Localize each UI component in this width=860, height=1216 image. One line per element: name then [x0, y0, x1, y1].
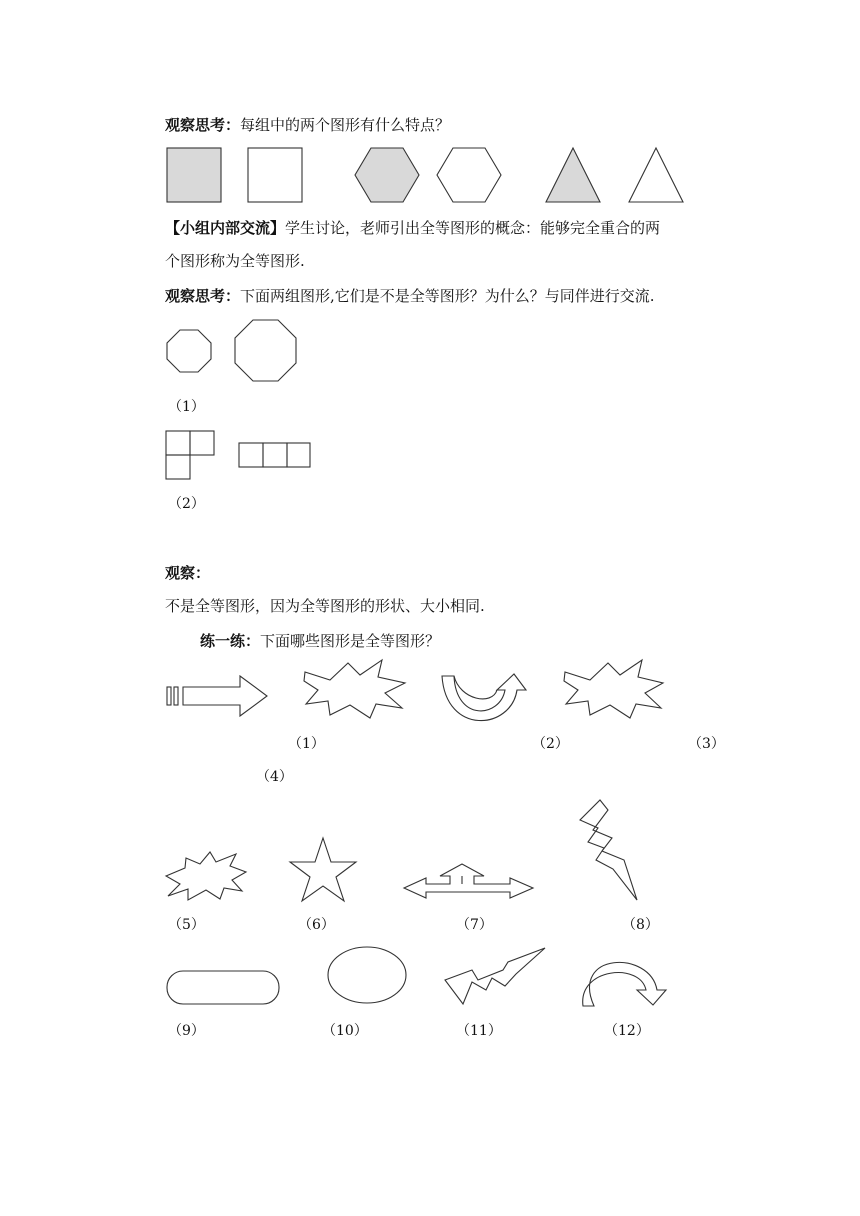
curved-arrow-icon	[583, 962, 666, 1006]
practice-label-8: （8）	[622, 917, 659, 933]
row-squares	[239, 443, 310, 467]
practice-label-10: （10）	[322, 1023, 368, 1039]
star-icon	[290, 838, 356, 901]
explosion-shape-3	[166, 852, 246, 900]
triangle-shaded	[546, 148, 600, 202]
observe-think-question-1: 每组中的两个图形有什么特点？	[240, 116, 451, 134]
group-discussion-text-2: 个图形称为全等图形.	[165, 252, 305, 270]
group-discussion-heading: 【小组内部交流】	[165, 219, 286, 237]
observe-heading: 观察：	[165, 564, 211, 582]
l-shape-squares	[166, 431, 214, 479]
group-discussion-text: 学生讨论，老师引出全等图形的概念：能够完全重合的两	[285, 219, 661, 237]
practice-heading: 练一练：	[200, 632, 261, 650]
hexagon-shaded	[355, 148, 419, 202]
practice-label-2: （2）	[532, 736, 569, 752]
practice-label-3: （3）	[688, 736, 725, 752]
observe-answer: 不是全等图形，因为全等图形的形状、大小相同.	[165, 597, 485, 615]
rounded-rectangle	[167, 971, 279, 1004]
lightning-bolt-icon-1	[580, 800, 637, 900]
hexagon-plain	[437, 148, 501, 202]
ellipse-shape	[328, 947, 406, 1003]
label-group-1: （1）	[168, 399, 205, 415]
triangle-plain	[629, 148, 683, 202]
practice-label-9: （9）	[168, 1023, 205, 1039]
observe-think-heading-1: 观察思考：	[165, 116, 241, 134]
observe-think-heading-2: 观察思考：	[165, 287, 241, 305]
observe-think-question-2: 下面两组图形,它们是不是全等图形？为什么？与同伴进行交流.	[240, 287, 655, 305]
practice-label-4: （4）	[256, 769, 293, 785]
arrow-right-icon	[167, 676, 267, 716]
practice-label-12: （12）	[604, 1023, 650, 1039]
octagon-large	[235, 320, 296, 381]
square-plain	[248, 148, 302, 202]
practice-label-5: （5）	[168, 917, 205, 933]
double-arrow-icon	[404, 864, 533, 898]
practice-label-6: （6）	[298, 917, 335, 933]
explosion-shape-1	[304, 660, 405, 718]
square-shaded	[167, 148, 221, 202]
explosion-shape-2	[564, 660, 663, 718]
lightning-bolt-icon-2	[445, 948, 545, 1004]
practice-label-7: （7）	[456, 917, 493, 933]
curved-u-arrow-inner	[454, 676, 497, 699]
practice-label-11: （11）	[456, 1023, 502, 1039]
curved-u-arrow-icon	[442, 674, 526, 721]
label-group-2: （2）	[168, 496, 205, 512]
practice-question: 下面哪些图形是全等图形？	[260, 632, 441, 650]
octagon-small	[167, 330, 211, 372]
practice-label-1: （1）	[288, 736, 325, 752]
